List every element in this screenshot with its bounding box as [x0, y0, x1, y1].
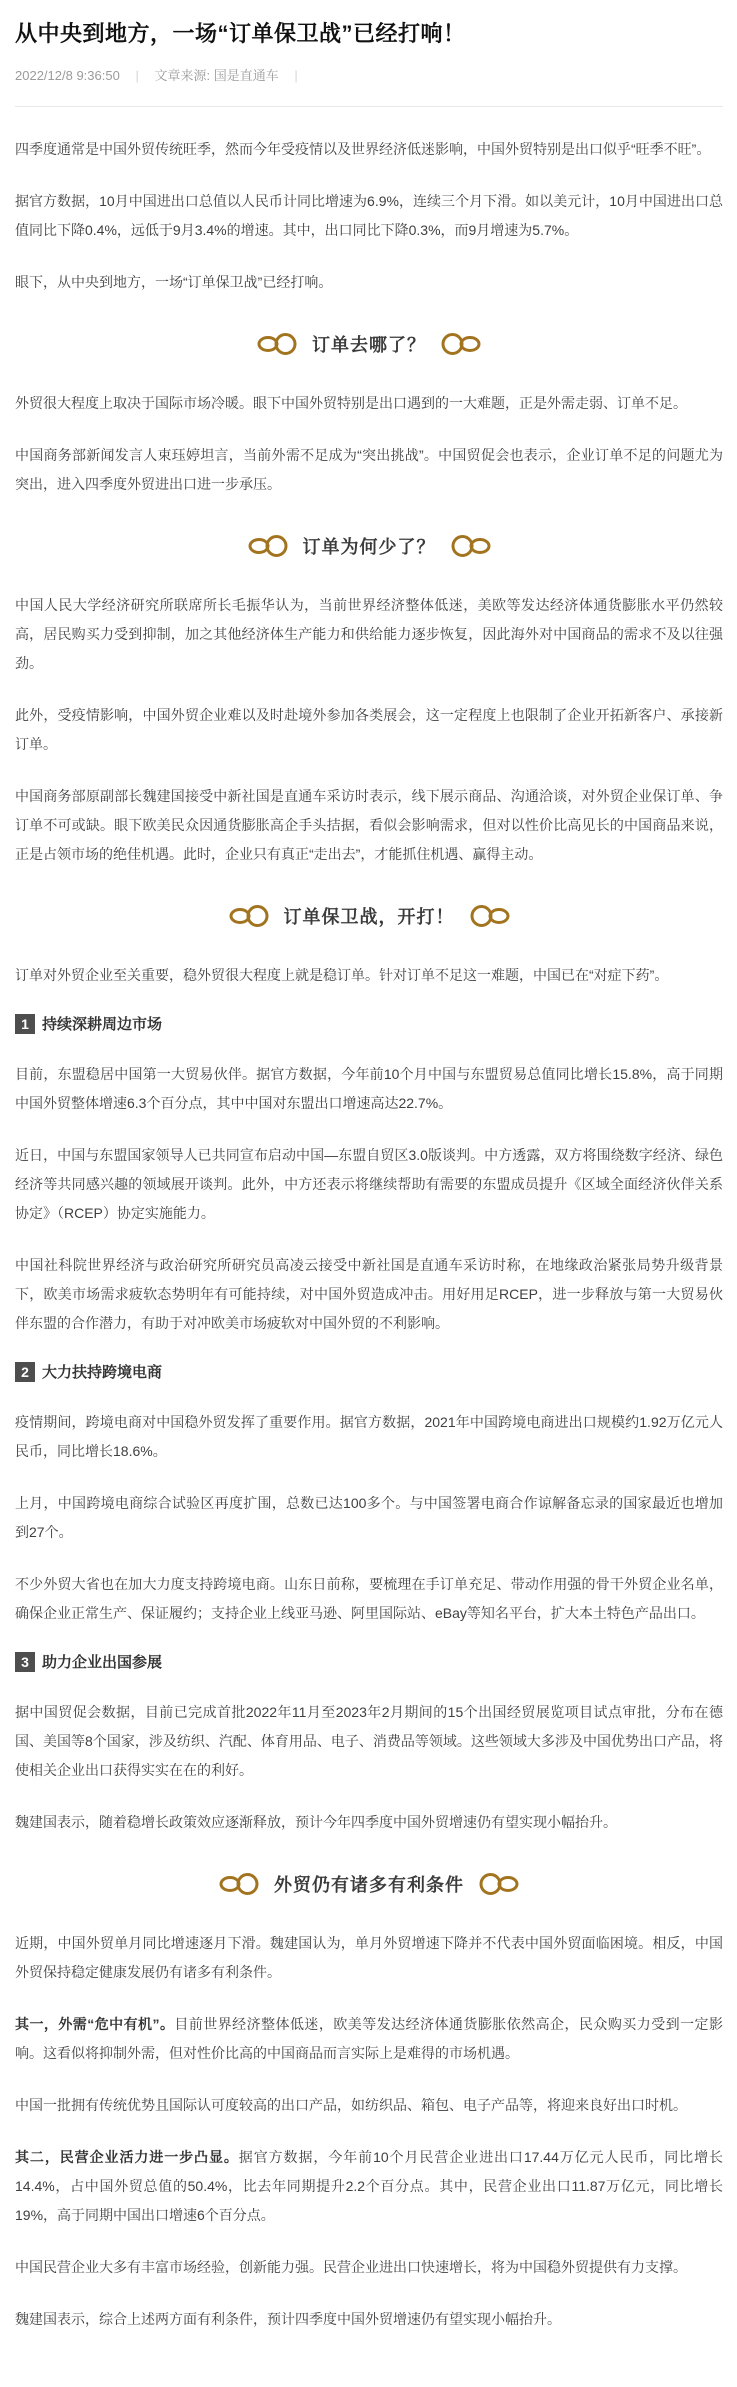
number-badge: 3	[15, 1652, 35, 1672]
paragraph-lead: 其二，民营企业活力进一步凸显。	[15, 2149, 239, 2165]
paragraph	[15, 389, 723, 418]
paragraph-text: 中国一批拥有传统优势且国际认可度较高的出口产品，如纺织品、箱包、电子产品等，将迎来良好出口时机。	[15, 2097, 687, 2113]
paragraph	[15, 1251, 723, 1338]
paragraph-text: 近日，中国与东盟国家领导人已共同宣布启动中国—东盟自贸区3.0版谈判。中方透露，双方将围绕数字经济、绿色经济等共同感兴趣的领域展开谈判。此外，中方还表示将继续帮助有需要的东盟成员提升《区域全面经济伙伴关系协定》（RCEP）协定实施能力。	[15, 1147, 723, 1221]
paragraph-text: 魏建国表示，随着稳增长政策效应逐渐释放，预计今年四季度中国外贸增速仍有望实现小幅抬升。	[15, 1814, 617, 1830]
section-heading-title: 订单去哪了？	[312, 335, 426, 355]
section-heading-title: 订单保卫战，开打！	[283, 907, 455, 927]
numbered-subheading	[15, 1361, 723, 1382]
paragraph-text: 中国社科院世界经济与政治研究所研究员高凌云接受中新社国是直通车采访时称，在地缘政治紧张局势升级背景下，欧美市场需求疲软态势明年有可能持续，对中国外贸造成冲击。用好用足RCEP，进一步释放与第一大贸易伙伴东盟的合作潜力，有助于对冲欧美市场疲软对中国外贸的不利影响。	[15, 1257, 723, 1331]
paragraph-text: 目前，东盟稳居中国第一大贸易伙伴。据官方数据，今年前10个月中国与东盟贸易总值同比增长15.8%，高于同期中国外贸整体增速6.3个百分点，其中中国对东盟出口增速高达22.7%。	[15, 1066, 723, 1111]
paragraph-text: 中国商务部新闻发言人束珏婷坦言，当前外需不足成为“突出挑战”。中国贸促会也表示，企业订单不足的问题尤为突出，进入四季度外贸进出口进一步承压。	[15, 447, 723, 492]
chain-link-right-icon	[439, 331, 481, 357]
paragraph	[15, 1489, 723, 1547]
paragraph	[15, 1698, 723, 1785]
paragraph-text: 据官方数据，今年前10个月民营企业进出口17.44万亿元人民币，同比增长14.4%，占中国外贸总值的50.4%，比去年同期提升2.2个百分点。其中，民营企业出口11.87万亿元，同比增长19%，高于同期中国出口增速6个百分点。	[15, 2149, 723, 2223]
paragraph	[15, 135, 723, 164]
paragraph-lead: 其一，外需“危中有机”。	[15, 2016, 175, 2032]
paragraph	[15, 268, 723, 297]
paragraph-text: 据官方数据，10月中国进出口总值以人民币计同比增速为6.9%，连续三个月下滑。如以美元计，10月中国进出口总值同比下降0.4%，远低于9月3.4%的增速。其中，出口同比下降0.3%，而9月增速为5.7%。	[15, 193, 723, 238]
section-heading-title: 外贸仍有诸多有利条件	[274, 1875, 464, 1895]
subheading-title: 大力扶持跨境电商	[42, 1364, 163, 1381]
meta-separator: |	[294, 68, 298, 83]
chain-link-right-icon	[468, 903, 510, 929]
paragraph	[15, 441, 723, 499]
paragraph-text: 魏建国表示，综合上述两方面有利条件，预计四季度中国外贸增速仍有望实现小幅抬升。	[15, 2311, 561, 2327]
paragraph	[15, 782, 723, 869]
paragraph	[15, 1570, 723, 1628]
chain-link-left-icon	[248, 533, 290, 559]
paragraph	[15, 2091, 723, 2120]
paragraph-text: 近期，中国外贸单月同比增速逐月下滑。魏建国认为，单月外贸增速下降并不代表中国外贸面临困境。相反，中国外贸保持稳定健康发展仍有诸多有利条件。	[15, 1935, 723, 1980]
paragraph	[15, 2305, 723, 2334]
paragraph-text: 四季度通常是中国外贸传统旺季，然而今年受疫情以及世界经济低迷影响，中国外贸特别是出口似乎“旺季不旺”。	[15, 141, 711, 157]
publish-timestamp: 2022/12/8 9:36:50	[15, 68, 120, 83]
chain-link-left-icon	[257, 331, 299, 357]
section-heading	[15, 903, 723, 929]
paragraph	[15, 961, 723, 990]
section-heading-title: 订单为何少了？	[302, 537, 436, 557]
article-meta	[15, 65, 723, 84]
chain-link-left-icon	[219, 1871, 261, 1897]
paragraph-text: 中国人民大学经济研究所联席所长毛振华认为，当前世界经济整体低迷，美欧等发达经济体通货膨胀水平仍然较高，居民购买力受到抑制，加之其他经济体生产能力和供给能力逐步恢复，因此海外对中国商品的需求不及以往强劲。	[15, 597, 723, 671]
paragraph	[15, 1808, 723, 1837]
header-divider	[15, 106, 723, 107]
article-source: 文章来源: 国是直通车	[154, 68, 279, 83]
paragraph-text: 外贸很大程度上取决于国际市场冷暖。眼下中国外贸特别是出口遇到的一大难题，正是外需走弱、订单不足。	[15, 395, 687, 411]
paragraph	[15, 1929, 723, 1987]
number-badge: 1	[15, 1014, 35, 1034]
chain-link-right-icon	[477, 1871, 519, 1897]
subheading-title: 助力企业出国参展	[42, 1654, 163, 1671]
paragraph	[15, 701, 723, 759]
paragraph-text: 中国商务部原副部长魏建国接受中新社国是直通车采访时表示，线下展示商品、沟通洽谈，对外贸企业保订单、争订单不可或缺。眼下欧美民众因通货膨胀高企手头拮据，看似会影响需求，但对以性价比高见长的中国商品来说，正是占领市场的绝佳机遇。此时，企业只有真正“走出去”，才能抓住机遇、赢得主动。	[15, 788, 723, 862]
numbered-subheading	[15, 1013, 723, 1034]
paragraph	[15, 2010, 723, 2068]
article-body	[15, 135, 723, 2334]
paragraph-text: 据中国贸促会数据，目前已完成首批2022年11月至2023年2月期间的15个出国经贸展览项目试点审批，分布在德国、美国等8个国家，涉及纺织、汽配、体育用品、电子、消费品等领域。这些领域大多涉及中国优势出口产品，将使相关企业出口获得实实在在的利好。	[15, 1704, 723, 1778]
paragraph-text: 订单对外贸企业至关重要，稳外贸很大程度上就是稳订单。针对订单不足这一难题，中国已在“对症下药”。	[15, 967, 669, 983]
paragraph	[15, 187, 723, 245]
paragraph-text: 不少外贸大省也在加大力度支持跨境电商。山东日前称，要梳理在手订单充足、带动作用强的骨干外贸企业名单，确保企业正常生产、保证履约；支持企业上线亚马逊、阿里国际站、eBay等知名平台，扩大本土特色产品出口。	[15, 1576, 723, 1621]
paragraph	[15, 2253, 723, 2282]
paragraph	[15, 2143, 723, 2230]
paragraph-text: 目前世界经济整体低迷，欧美等发达经济体通货膨胀依然高企，民众购买力受到一定影响。这看似将抑制外需，但对性价比高的中国商品而言实际上是难得的市场机遇。	[15, 2016, 724, 2061]
subheading-title: 持续深耕周边市场	[42, 1016, 163, 1033]
number-badge: 2	[15, 1362, 35, 1382]
paragraph	[15, 1141, 723, 1228]
numbered-subheading	[15, 1651, 723, 1672]
paragraph	[15, 591, 723, 678]
paragraph	[15, 1060, 723, 1118]
meta-separator: |	[135, 68, 139, 83]
section-heading	[15, 533, 723, 559]
chain-link-right-icon	[449, 533, 491, 559]
paragraph-text: 上月，中国跨境电商综合试验区再度扩围，总数已达100多个。与中国签署电商合作谅解备忘录的国家最近也增加到27个。	[15, 1495, 723, 1540]
section-heading	[15, 331, 723, 357]
section-heading	[15, 1871, 723, 1897]
paragraph-text: 疫情期间，跨境电商对中国稳外贸发挥了重要作用。据官方数据，2021年中国跨境电商进出口规模约1.92万亿元人民币，同比增长18.6%。	[15, 1414, 723, 1459]
paragraph	[15, 1408, 723, 1466]
chain-link-left-icon	[229, 903, 271, 929]
page-title: 从中央到地方，一场“订单保卫战”已经打响！	[15, 21, 466, 46]
paragraph-text: 此外，受疫情影响，中国外贸企业难以及时赴境外参加各类展会，这一定程度上也限制了企业开拓新客户、承接新订单。	[15, 707, 723, 752]
paragraph-text: 眼下，从中央到地方，一场“订单保卫战”已经打响。	[15, 274, 333, 290]
paragraph-text: 中国民营企业大多有丰富市场经验，创新能力强。民营企业进出口快速增长，将为中国稳外贸提供有力支撑。	[15, 2259, 687, 2275]
